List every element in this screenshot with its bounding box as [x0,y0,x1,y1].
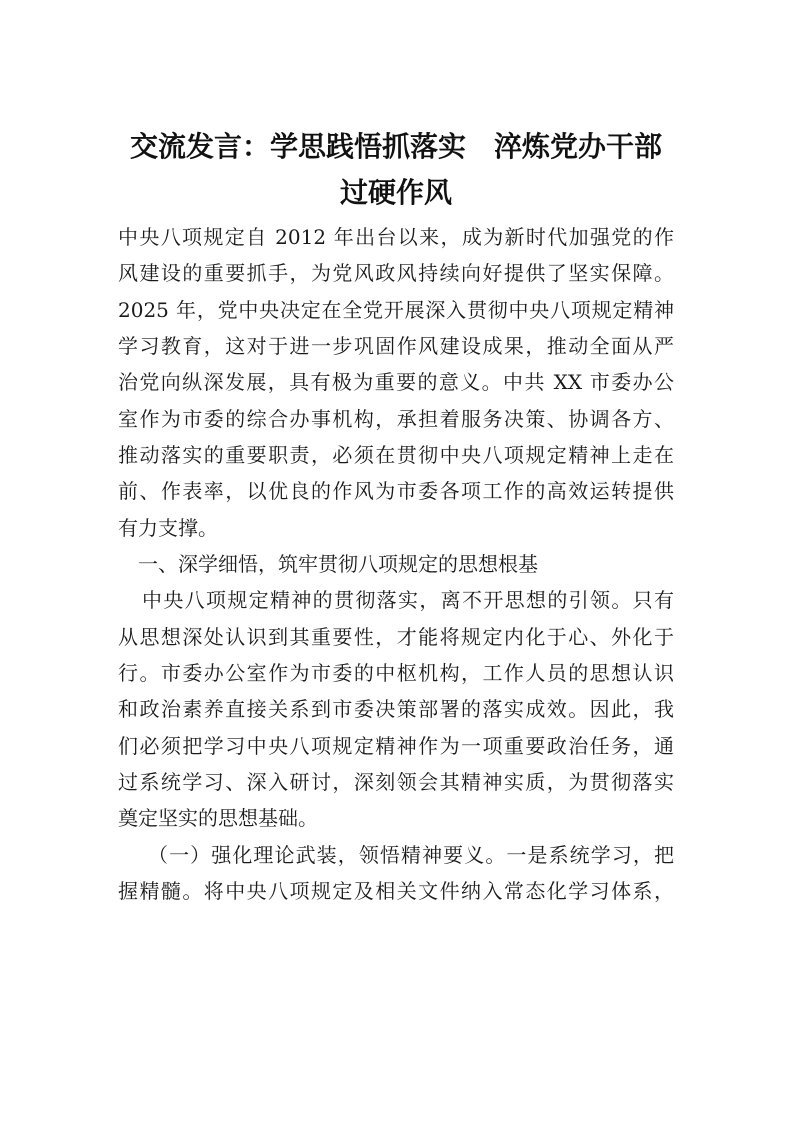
section-heading: 一、深学细悟，筑牢贯彻八项规定的思想根基 [138,552,538,576]
paragraph-line: 推动落实的重要职责，必须在贯彻中央八项规定精神上走在 [118,443,674,467]
paragraph-line: 室作为市委的综合办事机构，承担着服务决策、协调各方、 [118,407,674,431]
paragraph-line: 中央八项规定精神的贯彻落实，离不开思想的引领。只有 [142,588,674,612]
paragraph-line: 从思想深处认识到其重要性，才能将规定内化于心、外化于 [118,625,674,649]
paragraph-line: 有力支撑。 [118,516,218,540]
paragraph-line: 学习教育，这对于进一步巩固作风建设成果，推动全面从严 [118,334,674,358]
paragraph-line: 握精髓。将中央八项规定及相关文件纳入常态化学习体系， [118,879,674,903]
paragraph-line: 行。市委办公室作为市委的中枢机构，工作人员的思想认识 [118,661,674,685]
paragraph-line: 过系统学习、深入研讨，深刻领会其精神实质，为贯彻落实 [118,770,674,794]
paragraph-line: 2025 年，党中央决定在全党开展深入贯彻中央八项规定精神 [118,298,674,322]
paragraph-line: 中央八项规定自 2012 年出台以来，成为新时代加强党的作 [118,225,674,249]
paragraph-line: 治党向纵深发展，具有极为重要的意义。中共 XX 市委办公 [118,370,674,394]
paragraph-line: 们必须把学习中央八项规定精神作为一项重要政治任务，通 [118,734,674,758]
subsection-line: （一）强化理论武装，领悟精神要义。一是系统学习，把 [148,843,674,867]
document-title-line-2: 过硬作风 [339,176,452,209]
paragraph-line: 前、作表率，以优良的作风为市委各项工作的高效运转提供 [118,479,674,503]
paragraph-line: 和政治素养直接关系到市委决策部署的落实成效。因此，我 [118,697,674,721]
document-title-line-1: 交流发言：学思践悟抓落实 淬炼党办干部 [129,130,662,163]
paragraph-line: 奠定坚实的思想基础。 [118,806,318,830]
paragraph-line: 风建设的重要抓手，为党风政风持续向好提供了坚实保障。 [118,261,674,285]
